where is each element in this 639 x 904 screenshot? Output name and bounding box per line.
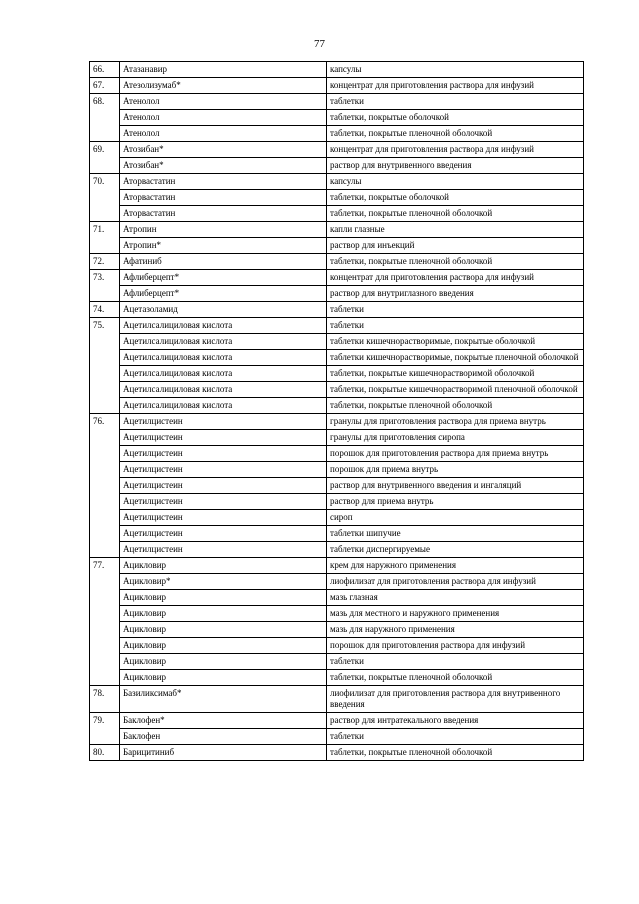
row-number: 79.: [90, 713, 120, 745]
page-number: 77: [314, 38, 325, 50]
dosage-form: таблетки шипучие: [327, 526, 584, 542]
drug-name: Атропин: [120, 222, 327, 238]
dosage-form: таблетки, покрытые пленочной оболочкой: [327, 206, 584, 222]
drug-name: Ацетазоламид: [120, 302, 327, 318]
drug-name: Ацикловир: [120, 622, 327, 638]
dosage-form: капсулы: [327, 62, 584, 78]
dosage-form: гранулы для приготовления сиропа: [327, 430, 584, 446]
dosage-form: мазь для наружного применения: [327, 622, 584, 638]
drug-table: [89, 61, 584, 761]
drug-name: Ацикловир: [120, 558, 327, 574]
drug-name: Ацикловир: [120, 638, 327, 654]
dosage-form: лиофилизат для приготовления раствора для внутривенного введения: [327, 686, 584, 713]
table-row: [90, 446, 584, 462]
table-row: [90, 729, 584, 745]
table-row: [90, 462, 584, 478]
table-row: [90, 494, 584, 510]
drug-name: Ацетилцистеин: [120, 542, 327, 558]
table-row: [90, 622, 584, 638]
table-row: [90, 318, 584, 334]
dosage-form: раствор для инъекций: [327, 238, 584, 254]
table-row: [90, 654, 584, 670]
drug-name: Баклофен*: [120, 713, 327, 729]
dosage-form: таблетки, покрытые кишечнорастворимой оболочкой: [327, 366, 584, 382]
drug-name: Ацетилцистеин: [120, 414, 327, 430]
drug-name: Атенолол: [120, 126, 327, 142]
table-row: [90, 745, 584, 761]
drug-table-body: [90, 62, 584, 761]
row-number: 68.: [90, 94, 120, 142]
table-row: [90, 713, 584, 729]
dosage-form: порошок для приготовления раствора для приема внутрь: [327, 446, 584, 462]
dosage-form: таблетки: [327, 94, 584, 110]
drug-name: Базиликсимаб*: [120, 686, 327, 713]
dosage-form: таблетки: [327, 729, 584, 745]
drug-name: Афлиберцепт*: [120, 270, 327, 286]
row-number: 78.: [90, 686, 120, 713]
table-row: [90, 638, 584, 654]
dosage-form: концентрат для приготовления раствора для инфузий: [327, 142, 584, 158]
dosage-form: раствор для приема внутрь: [327, 494, 584, 510]
table-row: [90, 286, 584, 302]
table-row: [90, 430, 584, 446]
table-row: [90, 606, 584, 622]
dosage-form: концентрат для приготовления раствора для инфузий: [327, 78, 584, 94]
drug-name: Ацетилцистеин: [120, 510, 327, 526]
dosage-form: лиофилизат для приготовления раствора для инфузий: [327, 574, 584, 590]
table-row: [90, 478, 584, 494]
dosage-form: таблетки диспергируемые: [327, 542, 584, 558]
dosage-form: концентрат для приготовления раствора для инфузий: [327, 270, 584, 286]
row-number: 73.: [90, 270, 120, 302]
drug-name: Ацикловир*: [120, 574, 327, 590]
drug-name: Ацетилцистеин: [120, 478, 327, 494]
drug-name: Афатиниб: [120, 254, 327, 270]
row-number: 76.: [90, 414, 120, 558]
dosage-form: таблетки, покрытые пленочной оболочкой: [327, 745, 584, 761]
table-row: [90, 558, 584, 574]
table-row: [90, 670, 584, 686]
row-number: 70.: [90, 174, 120, 222]
dosage-form: капли глазные: [327, 222, 584, 238]
drug-name: Ацетилцистеин: [120, 430, 327, 446]
table-row: [90, 526, 584, 542]
drug-name: Ацикловир: [120, 606, 327, 622]
dosage-form: таблетки: [327, 318, 584, 334]
row-number: 75.: [90, 318, 120, 414]
row-number: 67.: [90, 78, 120, 94]
drug-name: Атропин*: [120, 238, 327, 254]
drug-name: Ацетилсалициловая кислота: [120, 334, 327, 350]
drug-name: Атазанавир: [120, 62, 327, 78]
table-row: [90, 382, 584, 398]
table-row: [90, 142, 584, 158]
table-row: [90, 94, 584, 110]
table-row: [90, 174, 584, 190]
drug-name: Атозибан*: [120, 158, 327, 174]
table-row: [90, 206, 584, 222]
table-row: [90, 222, 584, 238]
drug-name: Аторвастатин: [120, 206, 327, 222]
table-row: [90, 78, 584, 94]
table-row: [90, 414, 584, 430]
drug-name: Ацетилцистеин: [120, 462, 327, 478]
drug-name: Атозибан*: [120, 142, 327, 158]
dosage-form: таблетки, покрытые пленочной оболочкой: [327, 126, 584, 142]
dosage-form: таблетки, покрытые пленочной оболочкой: [327, 254, 584, 270]
row-number: 71.: [90, 222, 120, 254]
dosage-form: порошок для приготовления раствора для инфузий: [327, 638, 584, 654]
dosage-form: таблетки, покрытые оболочкой: [327, 110, 584, 126]
drug-name: Баклофен: [120, 729, 327, 745]
dosage-form: мазь для местного и наружного применения: [327, 606, 584, 622]
row-number: 80.: [90, 745, 120, 761]
dosage-form: раствор для внутривенного введения и ингаляций: [327, 478, 584, 494]
dosage-form: таблетки кишечнорастворимые, покрытые оболочкой: [327, 334, 584, 350]
drug-name: Атезолизумаб*: [120, 78, 327, 94]
table-row: [90, 110, 584, 126]
dosage-form: порошок для приема внутрь: [327, 462, 584, 478]
row-number: 74.: [90, 302, 120, 318]
drug-name: Ацетилцистеин: [120, 526, 327, 542]
drug-name: Ацетилцистеин: [120, 446, 327, 462]
table-row: [90, 302, 584, 318]
drug-name: Атенолол: [120, 110, 327, 126]
table-row: [90, 158, 584, 174]
table-row: [90, 398, 584, 414]
table-row: [90, 270, 584, 286]
dosage-form: таблетки, покрытые оболочкой: [327, 190, 584, 206]
table-row: [90, 254, 584, 270]
table-row: [90, 590, 584, 606]
dosage-form: крем для наружного применения: [327, 558, 584, 574]
dosage-form: раствор для интратекального введения: [327, 713, 584, 729]
drug-name: Ацикловир: [120, 670, 327, 686]
drug-name: Атенолол: [120, 94, 327, 110]
table-row: [90, 238, 584, 254]
dosage-form: раствор для внутриглазного введения: [327, 286, 584, 302]
dosage-form: мазь глазная: [327, 590, 584, 606]
dosage-form: таблетки: [327, 654, 584, 670]
dosage-form: таблетки, покрытые пленочной оболочкой: [327, 670, 584, 686]
table-row: [90, 62, 584, 78]
table-row: [90, 126, 584, 142]
drug-name: Ацетилсалициловая кислота: [120, 382, 327, 398]
dosage-form: таблетки, покрытые кишечнорастворимой пленочной оболочкой: [327, 382, 584, 398]
table-row: [90, 334, 584, 350]
drug-name: Ацетилсалициловая кислота: [120, 398, 327, 414]
dosage-form: сироп: [327, 510, 584, 526]
dosage-form: раствор для внутривенного введения: [327, 158, 584, 174]
drug-name: Ацетилсалициловая кислота: [120, 366, 327, 382]
dosage-form: таблетки: [327, 302, 584, 318]
row-number: 66.: [90, 62, 120, 78]
dosage-form: таблетки кишечнорастворимые, покрытые пленочной оболочкой: [327, 350, 584, 366]
row-number: 77.: [90, 558, 120, 686]
drug-name: Ацетилцистеин: [120, 494, 327, 510]
drug-name: Афлиберцепт*: [120, 286, 327, 302]
drug-name: Ацикловир: [120, 654, 327, 670]
table-row: [90, 510, 584, 526]
dosage-form: таблетки, покрытые пленочной оболочкой: [327, 398, 584, 414]
table-row: [90, 366, 584, 382]
table-row: [90, 686, 584, 713]
table-row: [90, 190, 584, 206]
row-number: 72.: [90, 254, 120, 270]
drug-name: Ацетилсалициловая кислота: [120, 318, 327, 334]
table-row: [90, 574, 584, 590]
drug-name: Ацетилсалициловая кислота: [120, 350, 327, 366]
dosage-form: гранулы для приготовления раствора для приема внутрь: [327, 414, 584, 430]
drug-name: Ацикловир: [120, 590, 327, 606]
dosage-form: капсулы: [327, 174, 584, 190]
table-row: [90, 350, 584, 366]
table-row: [90, 542, 584, 558]
drug-name: Аторвастатин: [120, 190, 327, 206]
drug-name: Барицитиниб: [120, 745, 327, 761]
row-number: 69.: [90, 142, 120, 174]
drug-name: Аторвастатин: [120, 174, 327, 190]
